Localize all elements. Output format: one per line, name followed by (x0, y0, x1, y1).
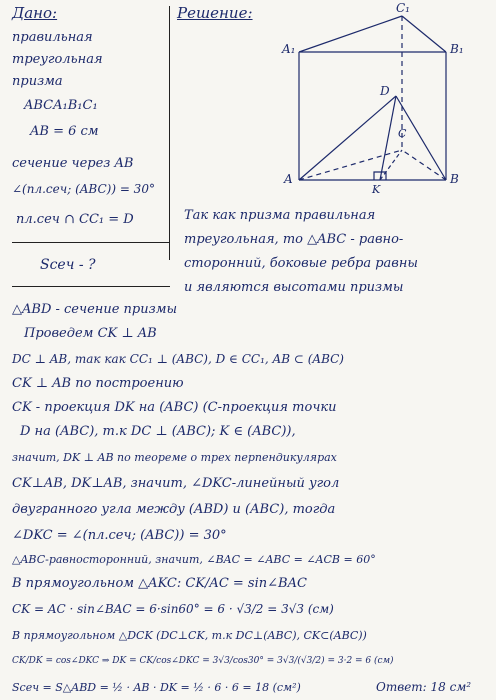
solution-line-12: В прямоугольном △AKC: CK/AC = sin∠BAC (12, 576, 307, 591)
solution-line-14: В прямоугольном △DCK (DC⊥CK, т.к DC⊥(ABC), CK⊂(ABC)) (12, 629, 367, 642)
answer: Ответ: 18 см² (376, 680, 472, 694)
solution-line-8: CK⊥AB, DK⊥AB, значит, ∠DKC-линейный угол (12, 476, 340, 491)
label-a1: A₁ (282, 42, 296, 56)
given-line-1: правильная (12, 30, 93, 45)
solution-line-11: △ABC-равносторонний, значит, ∠BAC = ∠ABC = ∠ACB = 60° (12, 553, 376, 566)
given-line-4: ABCA₁B₁C₁ (24, 98, 98, 113)
label-c1: C₁ (396, 1, 410, 15)
solution-line-9: двугранного угла между (ABD) и (ABC), тогда (12, 502, 336, 517)
given-line-5: AB = 6 см (30, 124, 99, 139)
note-line-4: и являются высотами призмы (184, 280, 404, 295)
given-line-8: пл.сеч ∩ CC₁ = D (16, 212, 134, 227)
note-line-2: треугольная, то △ABC - равно- (184, 232, 404, 247)
given-line-6: сечение через AB (12, 156, 134, 171)
solution-line-15: CK/DK = cos∠DKC ⇒ DK = CK/cos∠DKC = 3√3/cos30° = 3√3/(√3/2) = 3·2 = 6 (см) (12, 656, 394, 666)
solution-line-13: CK = AC · sin∠BAC = 6·sin60° = 6 · √3/2 = 3√3 (см) (12, 602, 334, 616)
solution-line-3: DC ⊥ AB, так как CC₁ ⊥ (ABC), D ∈ CC₁, AB ⊂ (ABC) (12, 352, 344, 366)
given-line-7: ∠(пл.сеч; (ABC)) = 30° (12, 182, 155, 196)
given-line-3: призма (12, 74, 63, 89)
solution-line-10: ∠DKC = ∠(пл.сеч; (ABC)) = 30° (12, 528, 227, 543)
given-heading: Дано: (12, 4, 58, 22)
solution-line-16: Sсеч = S△ABD = ½ · AB · DK = ½ · 6 · 6 = 18 (см²) (12, 681, 301, 694)
solution-line-2: Проведем CK ⊥ AB (24, 326, 157, 341)
solution-line-1: △ABD - сечение призмы (12, 302, 178, 317)
note-line-1: Так как призма правильная (184, 208, 376, 223)
solution-line-7: значит, DK ⊥ AB по теореме о трех перпендикулярах (12, 451, 337, 464)
label-b1: B₁ (450, 42, 464, 56)
label-b: B (450, 172, 459, 186)
label-c: C (398, 127, 407, 140)
label-k: K (372, 183, 381, 196)
label-a: A (284, 172, 293, 186)
solution-heading: Решение: (177, 4, 253, 22)
label-d: D (380, 84, 390, 98)
solution-line-5: CK - проекция DK на (ABC) (C-проекция точки (12, 400, 337, 415)
solution-line-4: CK ⊥ AB по построению (12, 376, 184, 391)
given-line-2: треугольная (12, 52, 103, 67)
note-line-3: сторонний, боковые ребра равны (184, 256, 418, 271)
solution-line-6: D на (ABC), т.к DC ⊥ (ABC); K ∈ (ABC)), (20, 424, 296, 439)
find-line: Sсеч - ? (40, 257, 96, 273)
